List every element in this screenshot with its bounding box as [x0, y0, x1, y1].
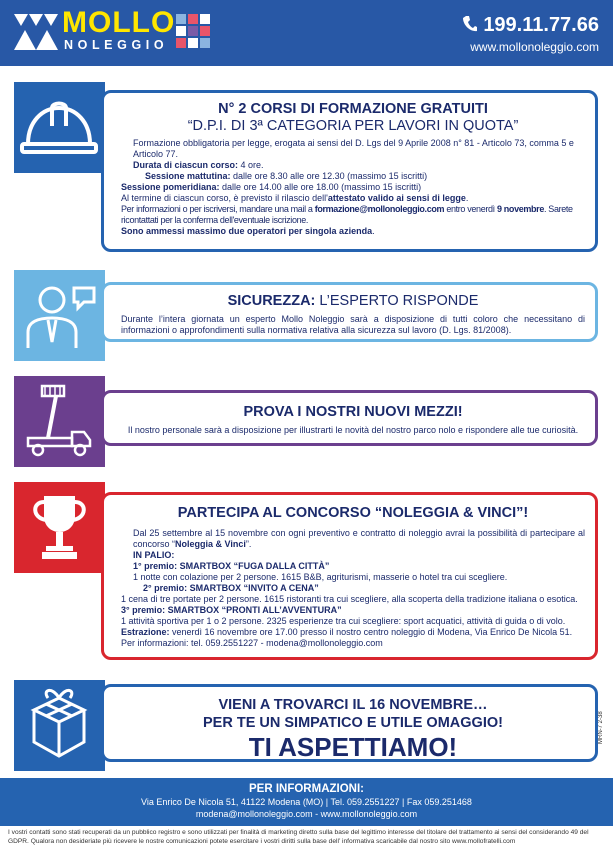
logo-mountains-icon: [14, 14, 58, 50]
training-certificate: Al termine di ciascun corso, è previsto il rilascio dell'attestato valido ai sensi di legge.: [121, 193, 469, 203]
header-website-link[interactable]: www.mollonoleggio.com: [470, 40, 599, 54]
gift-box-icon: [14, 680, 105, 771]
invite-line-2: PER TE UN SIMPATICO E UTILE OMAGGIO!: [203, 715, 503, 731]
training-duration: Durata di ciascun corso: 4 ore.: [133, 160, 264, 170]
prize-2-title: 2° premio: SMARTBOX “INVITO A CENA”: [143, 583, 319, 593]
training-email-link[interactable]: formazione@mollonoleggio.com: [314, 204, 445, 214]
phone-number[interactable]: [463, 14, 599, 36]
vehicles-text: Il nostro personale sarà a disposizione per illustrarti le novità del nostro parco nolo e rispondere alle tue curiosità.: [127, 425, 579, 435]
training-title: N° 2 CORSI DI FORMAZIONE GRATUITI: [218, 101, 488, 117]
side-code: MRN-7 2-38: [598, 711, 604, 745]
section-3-icon-tile: [14, 376, 105, 467]
training-afternoon-session: Sessione pomeridiana: dalle ore 14.00 alle ore 18.00 (massimo 15 iscritti): [121, 182, 422, 192]
prize-3-text: 1 attività sportiva per 1 o 2 persone. 2325 esperienze tra cui scegliere: sport acquatici, attività di guida o di volo.: [121, 616, 566, 626]
training-info-box: [101, 90, 598, 252]
contest-prizes-label: IN PALIO:: [133, 550, 175, 560]
safety-title: SICUREZZA: L’ESPERTO RISPONDE: [227, 293, 479, 309]
prize-2-text: 1 cena di tre portate per 2 persone. 1615 ristoranti tra cui scegliere, alla scoperta della tradizione italiana o esotica.: [121, 594, 578, 604]
footer-title: PER INFORMAZIONI:: [249, 783, 364, 795]
trophy-icon: [14, 482, 105, 573]
phone-number-text: 199.11.77.66: [483, 14, 599, 36]
invite-line-3: TI ASPETTIAMO!: [248, 732, 458, 762]
contest-info-box: [101, 492, 598, 660]
phone-icon: [463, 16, 477, 32]
footer-contact-bar: [0, 778, 613, 826]
training-limit: Sono ammessi massimo due operatori per singola azienda.: [121, 226, 375, 236]
vehicles-title: PROVA I NOSTRI NUOVI MEZZI!: [243, 404, 463, 420]
training-morning-session: Sessione mattutina: dalle ore 8.30 alle ore 12.30 (massimo 15 iscritti): [145, 171, 428, 181]
contest-draw: Estrazione: venerdì 16 novembre ore 17.00 presso il nostro centro noleggio di Modena, Via Enrico De Nicola 51.: [121, 627, 573, 637]
prize-1-title: 1° premio: SMARTBOX “FUGA DALLA CITTÀ”: [133, 561, 330, 571]
footer-address: Via Enrico De Nicola 51, 41122 Modena (MO) | Tel. 059.2551227 | Fax 059.251468: [141, 797, 472, 807]
contest-intro: Dal 25 settembre al 15 novembre con ogni preventivo e contratto di noleggio avrai la possibilità di partecipare al concorso “Noleggia & Vinci”.: [133, 528, 585, 549]
page-header: [0, 0, 613, 66]
safety-text: Durante l’intera giornata un esperto Mollo Noleggio sarà a disposizione di tutti coloro che necessitano di informazioni o approfondimenti sulla normativa relativa alla sicurezza sul lavoro (D. Lgs. 81/2008).: [121, 314, 585, 335]
privacy-disclaimer: I vostri contatti sono stati recuperati da un pubblico registro e sono utilizzati per finalità di marketing diretto sulla base del legittimo interesse del titolare del trattamento ai sensi del considerando 49 del GDPR. Qualora non desideriate più ricevere le nostre comunicazioni potete esercitare i vostri diritti sulla base dell’ informativa scaricabile dal nostro sito www.mollofratelli.com: [8, 829, 589, 845]
section-5-icon-tile: [14, 680, 105, 771]
hard-hat-icon: [14, 82, 105, 173]
training-subtitle: “D.P.I. DI 3ª CATEGORIA PER LAVORI IN QUOTA”: [187, 118, 519, 134]
logo-squares-icon: [176, 14, 210, 48]
invite-line-1: VIENI A TROVARCI IL 16 NOVEMBRE…: [218, 697, 488, 713]
section-2-icon-tile: [14, 270, 105, 361]
training-info-contact: Per informazioni o per iscriversi, mandare una mail a formazione@mollonoleggio.com entro venerdì 9 novembre. Sarete ricontattati per la conferma dell'eventuale iscrizione.: [121, 204, 573, 225]
vehicles-info-box: [101, 390, 598, 446]
contest-title: PARTECIPA AL CONCORSO “NOLEGGIA & VINCI”!: [177, 505, 529, 521]
section-1-icon-tile: [14, 82, 105, 173]
contest-contact: Per informazioni: tel. 059.2551227 - modena@mollonoleggio.com: [121, 638, 383, 648]
section-4-icon-tile: [14, 482, 105, 573]
aerial-platform-truck-icon: [14, 376, 105, 467]
logo-word-mollo: MOLLO: [62, 6, 176, 39]
safety-info-box: [101, 282, 598, 342]
prize-1-text: 1 notte con colazione per 2 persone. 1615 B&B, agriturismi, masserie o hotel tra cui scegliere.: [133, 572, 508, 582]
consultant-icon: [14, 270, 105, 361]
prize-3-title: 3° premio: SMARTBOX “PRONTI ALL’AVVENTURA”: [121, 605, 342, 615]
invite-info-box: [101, 684, 598, 762]
footer-contacts[interactable]: modena@mollonoleggio.com - www.mollonoleggio.com: [195, 809, 418, 819]
training-intro: Formazione obbligatoria per legge, erogata ai sensi del D. Lgs del 9 Aprile 2008 n° 81 - Articolo 73, comma 5 e Articolo 77.: [133, 138, 574, 159]
logo-word-noleggio: NOLEGGIO: [64, 38, 169, 52]
